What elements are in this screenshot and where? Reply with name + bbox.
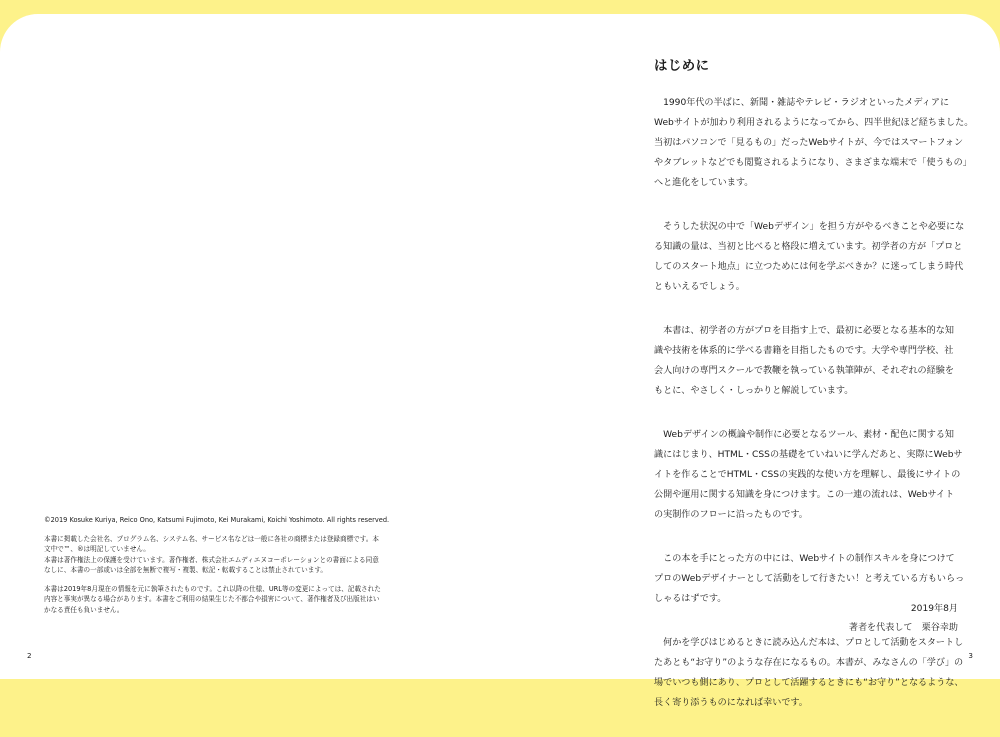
paragraph-line: この本を手にとった方の中には、Webサイトの制作スキルを身につけて [654,554,955,565]
paragraph-line: 本書は、初学者の方がプロを目指す上で、最初に必要となる基本的な知 [654,326,954,337]
credit-text-line: 本書は2019年8月現在の情報を元に執筆されたものです。これ以降の仕様、URL等の変更によっては、記載された [44,585,381,594]
disclaimer-notice [44,584,404,615]
copyright-credits [44,515,404,624]
paragraph-line: 公開や運用に関する知識を身につけます。この一連の流れは、Webサイト [654,490,955,501]
preface-paragraph [654,217,964,297]
paragraph-line: もとに、やさしく・しっかりと解説しています。 [654,386,854,397]
preface-signature [849,600,958,639]
copyright-line [44,515,404,525]
preface-heading: はじめに [654,59,710,74]
credit-text-line: かなる責任も負いません。 [44,605,124,614]
preface-paragraph [654,633,964,713]
page-number-left: 2 [27,651,32,660]
credit-text-line: 本書は著作権法上の保護を受けています。著作権者、株式会社エムディエヌコーポレーションとの書面による同意 [44,555,379,564]
trademark-notice [44,534,404,576]
preface-paragraph [654,321,964,401]
credit-text-line: 内容と事実が異なる場合があります。本書をご利用の結果生じた不都合や損害について、著作権者及び出版社はい [44,595,380,604]
paragraph-line: 会人向けの専門スクールで教鞭を執っている執筆陣が、それぞれの経験を [654,366,954,377]
paragraph-line: 当初はパソコンで「見るもの」だったWebサイトが、今ではスマートフォン [654,138,964,149]
paragraph-line: へと進化をしています。 [654,178,754,189]
paragraph-line: の実制作のフローに沿ったものです。 [654,510,808,521]
credit-text-line: 文中で™、®は明記していません。 [44,545,150,554]
paragraph-line: イトを作ることでHTML・CSSの実践的な使い方を理解し、最後にサイトの [654,470,961,481]
credit-text-line: 本書に掲載した会社名、プログラム名、システム名、サービス名などは一般に各社の商標または登録商標です。本 [44,534,380,543]
paragraph-line: やタブレットなどでも閲覧されるようになり、さまざまな端末で「使うもの」 [654,158,972,169]
author-signature: 著者を代表して 栗谷幸助 [848,623,958,634]
paragraph-line: そうした状況の中で「Webデザイン」を担う方がやるべきことや必要にな [654,222,965,233]
preface-paragraph [654,93,974,193]
paragraph-line: 識にはじまり、HTML・CSSの基礎をていねいに学んだあと、実際にWebサ [654,450,963,461]
preface-paragraph [654,425,964,525]
paragraph-line: Webデザインの概論や制作に必要となるツール、素材・配色に関する知 [654,430,955,440]
paragraph-line: してのスタート地点」に立つためには何を学ぶべきか？に迷ってしまう時代 [654,262,964,273]
credit-text-line: ©2019 Kosuke Kuriya, Reico Ono, Katsumi Fujimoto, Kei Murakami, Koichi Yoshimoto. All rights reserved. [44,516,390,524]
paragraph-line: たあとも“お守り”のような存在になるもの。本書が、みなさんの「学び」の [654,658,964,669]
paragraph-line: る知識の量は、当初と比べると格段に増えています。初学者の方が「プロと [654,242,963,253]
paragraph-line: 識や技術を体系的に学べる書籍を目指したものです。大学や専門学校、社 [654,346,954,357]
paragraph-line: しゃるはずです。 [654,594,727,605]
paragraph-line: 長く寄り添うものになれば幸いです。 [654,698,808,709]
paragraph-line: ともいえるでしょう。 [654,282,745,293]
paragraph-line: Webサイトが加わり利用されるようになってから、四半世紀ほど経ちました。 [654,118,974,129]
paragraph-line: 場でいつも側にあり、プロとして活躍するときにも“お守り”となるような、 [654,678,964,689]
credit-text-line: なしに、本書の一部或いは全部を無断で複写・複製、転記・転載することは禁止されています。 [44,566,328,575]
paragraph-line: 何かを学びはじめるときに読み込んだ本は、プロとして活動をスタートし [654,637,964,648]
paragraph-line: 1990年代の半ばに、新聞・雑誌やテレビ・ラジオといったメディアに [654,98,950,108]
preface-date: 2019年8月 [910,604,958,614]
page-number-right: 3 [968,651,973,660]
paragraph-line: プロのWebデザイナーとして活動をして行きたい！と考えている方もいらっ [654,574,965,585]
